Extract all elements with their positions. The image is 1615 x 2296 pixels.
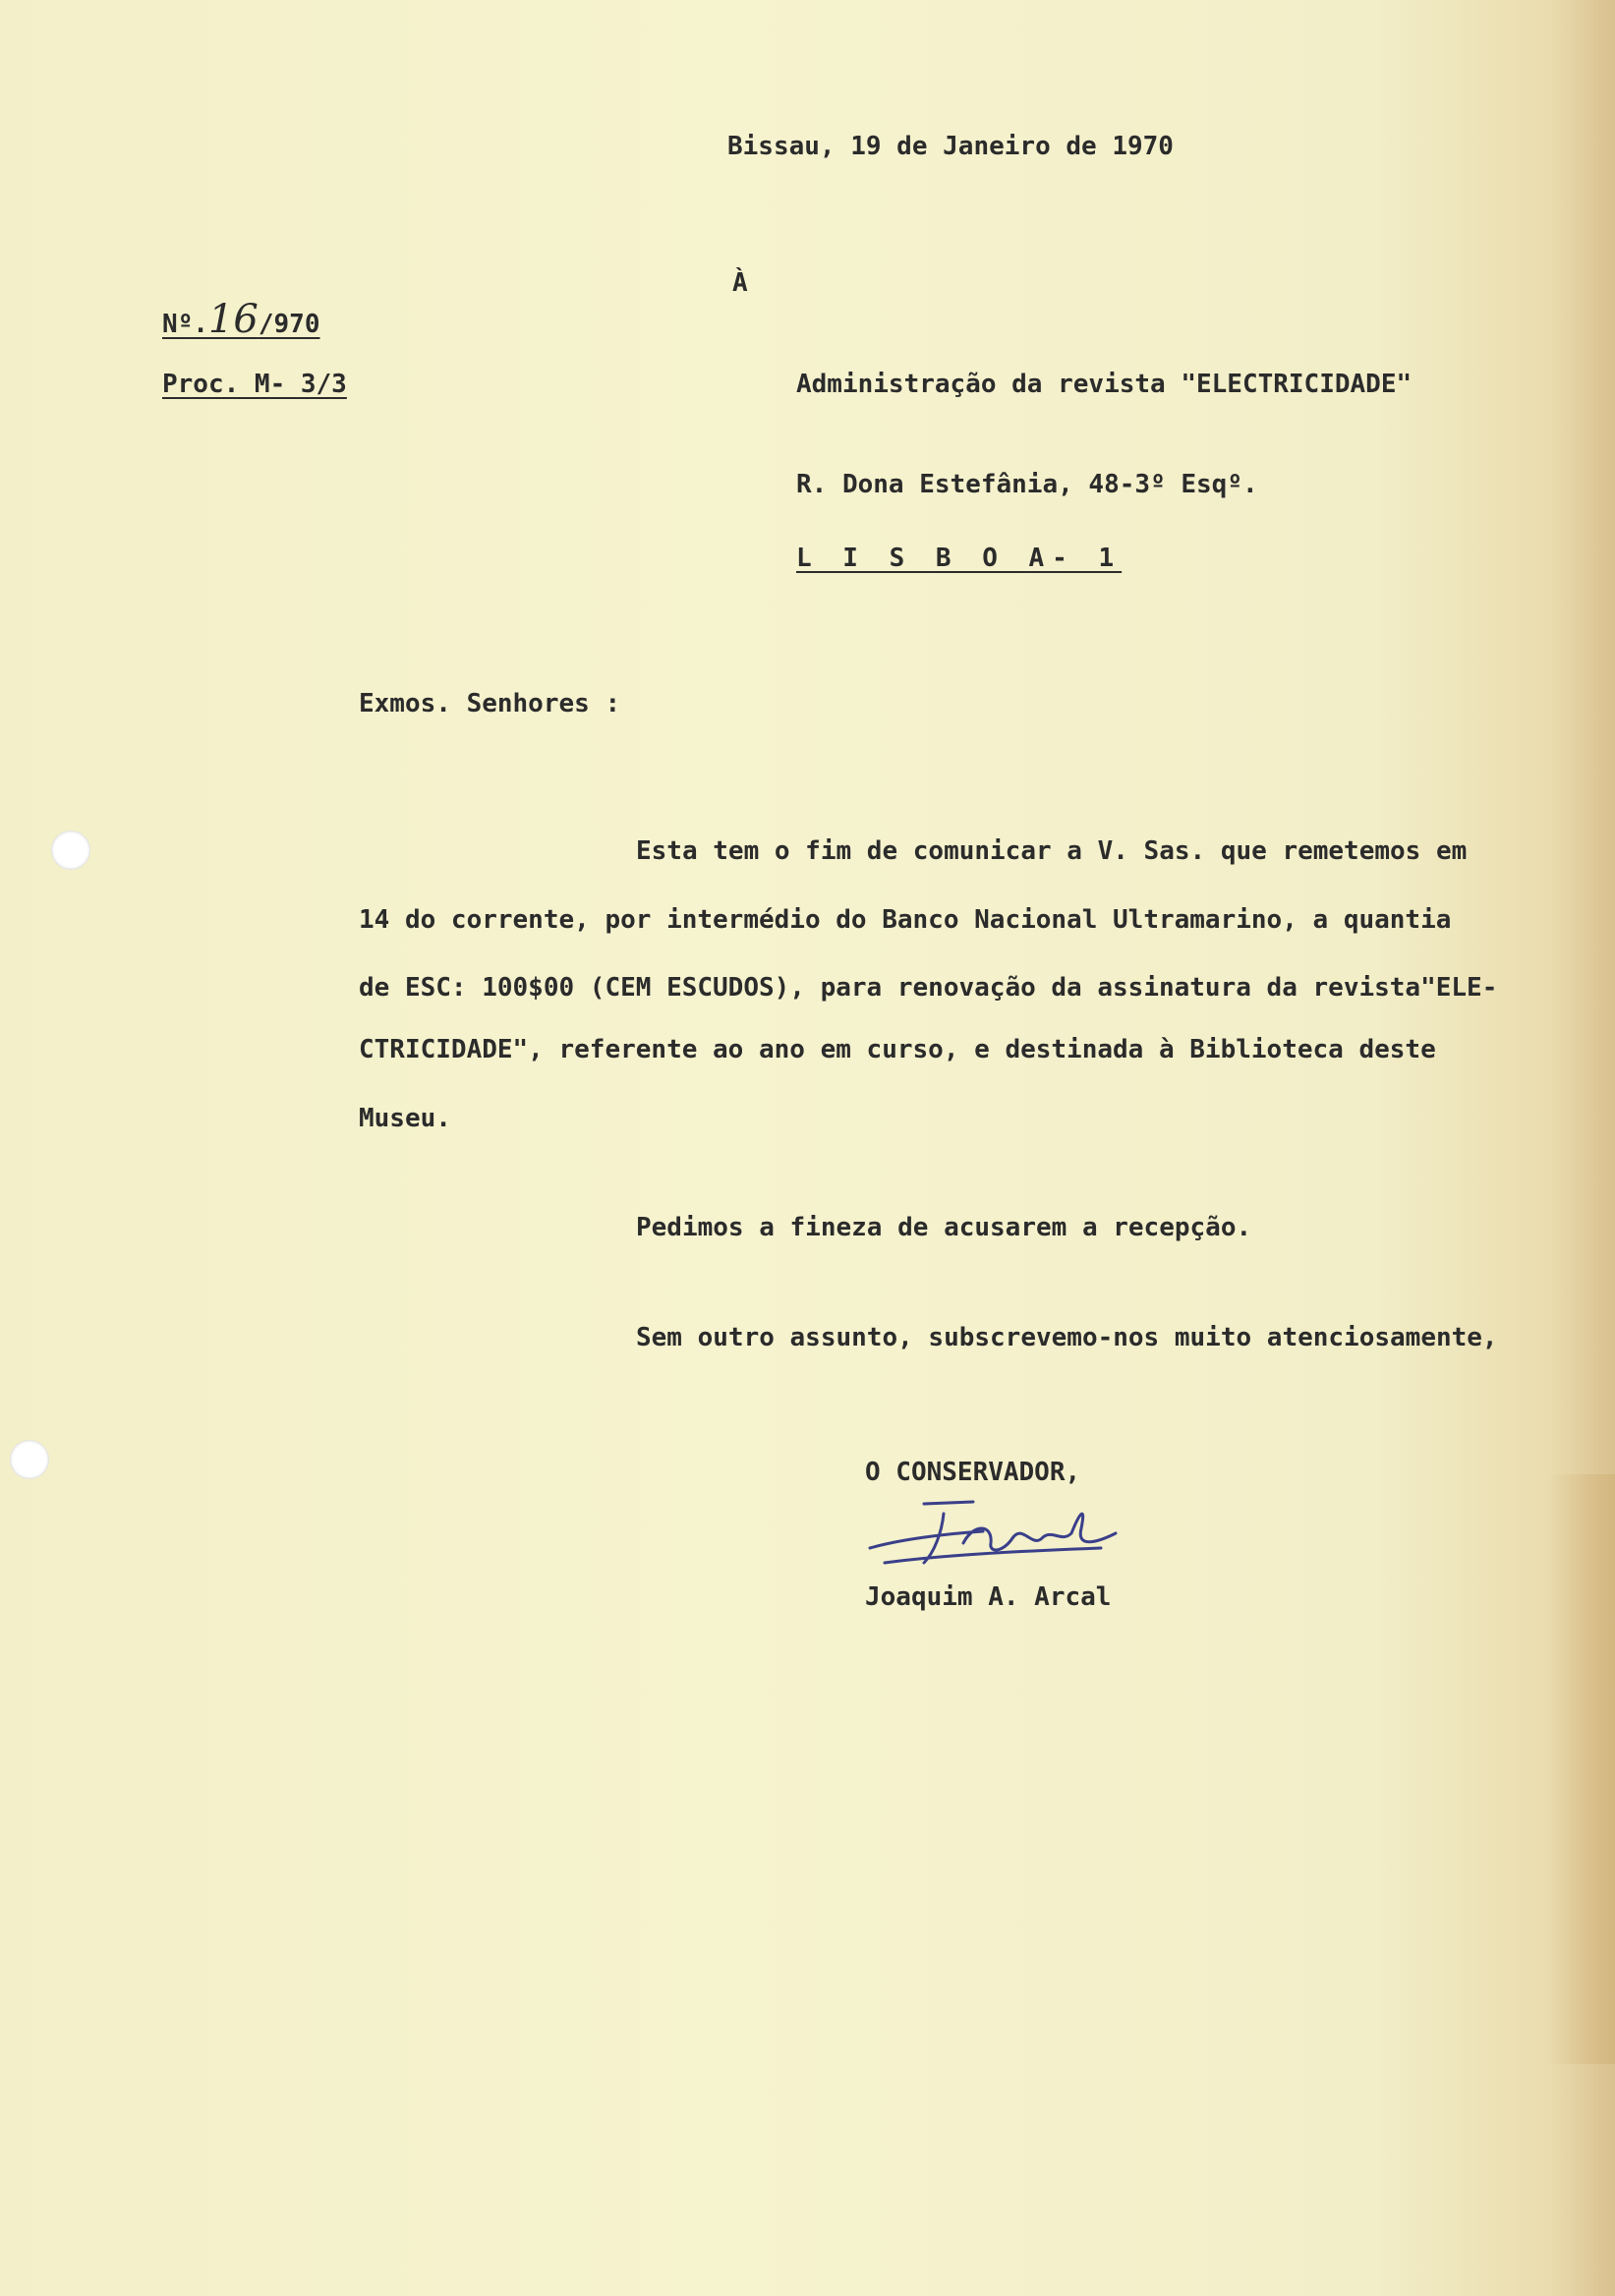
body-line-4: CTRICIDADE", referente ao ano em curso, e destinada à Biblioteca deste bbox=[359, 1035, 1436, 1064]
body-line-5: Museu. bbox=[359, 1104, 451, 1133]
process-reference: Proc. M- 3/3 bbox=[162, 370, 347, 399]
recipient-line-2: R. Dona Estefânia, 48-3º Esqº. bbox=[796, 470, 1258, 499]
reference-number-prefix: Nº. bbox=[162, 310, 208, 339]
punch-hole-lower bbox=[10, 1440, 49, 1479]
reference-number bbox=[162, 297, 320, 342]
body-line-1: Esta tem o fim de comunicar a V. Sas. que remetemos em bbox=[636, 836, 1468, 866]
to-marker: À bbox=[732, 268, 748, 298]
punch-hole-upper bbox=[51, 831, 90, 870]
handwritten-signature bbox=[865, 1494, 1121, 1582]
recipient-line-1: Administração da revista "ELECTRICIDADE" bbox=[796, 370, 1413, 399]
salutation: Exmos. Senhores : bbox=[359, 689, 621, 718]
place-date: Bissau, 19 de Janeiro de 1970 bbox=[727, 132, 1174, 161]
recipient-city: L I S B O A- 1 bbox=[796, 544, 1123, 573]
reference-number-handwritten: 16 bbox=[207, 297, 259, 342]
body-line-3: de ESC: 100$00 (CEM ESCUDOS), para renovação da assinatura da revista"ELE- bbox=[359, 973, 1498, 1003]
paper-stain bbox=[1546, 1474, 1615, 2064]
closing-title: O CONSERVADOR, bbox=[865, 1458, 1081, 1487]
reference-number-suffix: /970 bbox=[258, 310, 320, 339]
body-paragraph-3: Sem outro assunto, subscrevemo-nos muito atenciosamente, bbox=[636, 1323, 1498, 1352]
body-paragraph-2: Pedimos a fineza de acusarem a recepção. bbox=[636, 1213, 1252, 1242]
signatory-name: Joaquim A. Arcal bbox=[865, 1582, 1112, 1612]
body-line-2: 14 do corrente, por intermédio do Banco Nacional Ultramarino, a quantia bbox=[359, 905, 1452, 935]
